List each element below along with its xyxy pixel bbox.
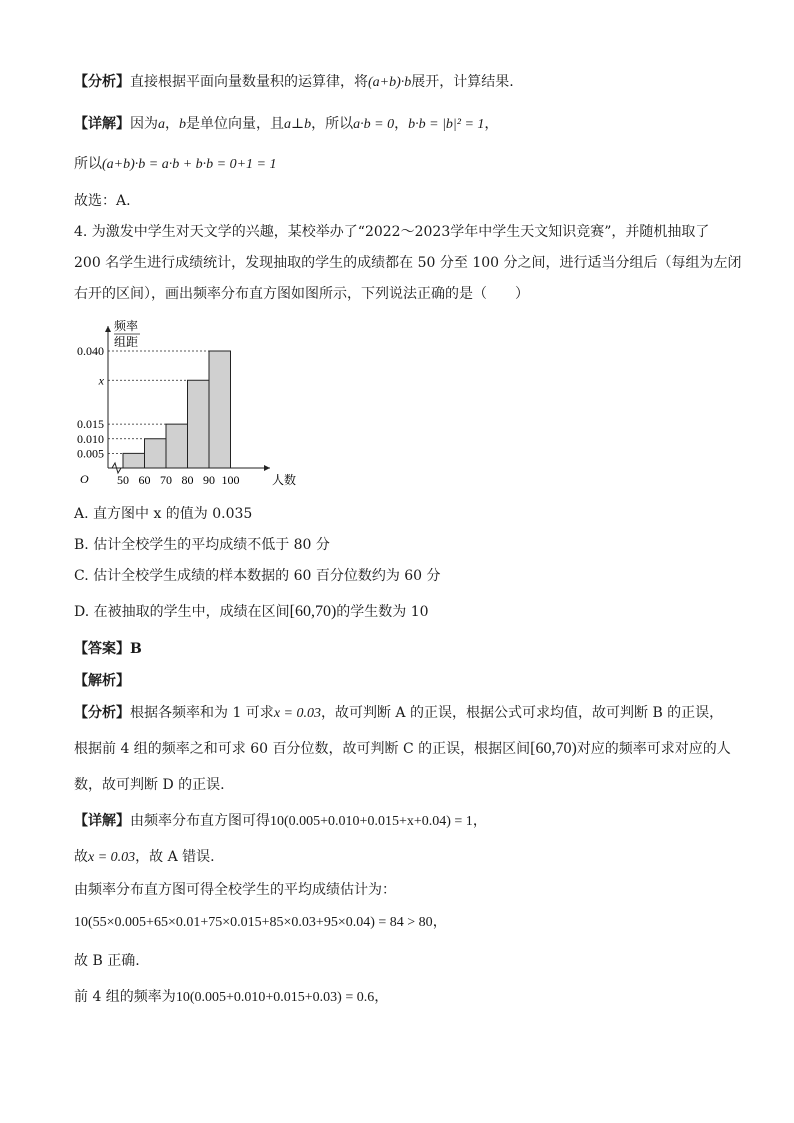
histogram-figure: [70, 318, 297, 497]
q4-stem-1: 4. 为激发中学生对天文学的兴趣，某校举办了“2022～2023学年中学生天文知识竞赛”，并随机抽取了: [74, 224, 710, 240]
x-tick-label: 70: [160, 473, 172, 487]
detail-text-4: ，: [484, 116, 499, 132]
option-d: [74, 602, 429, 622]
option-d-text-end: 的学生数为 10: [336, 604, 429, 620]
x-tick-label: 90: [203, 473, 215, 487]
q3-analysis-line: [74, 72, 514, 93]
analysis-text-end: 展开，计算结果.: [411, 74, 514, 90]
q4-detail-2: [74, 847, 215, 868]
y-tick-label: x: [98, 373, 104, 388]
vector-expression: (a+b)·b: [368, 75, 412, 90]
analysis-text-2: ，故可判断 A 的正误，根据公式可求均值，故可判断 B 的正误，: [320, 705, 724, 721]
q4-detail-4: [74, 912, 447, 933]
expand-expr: (a+b)·b = a·b + b·b = 0+1 = 1: [102, 157, 277, 172]
sum-equation: 10(0.005+0.010+0.015+x+0.04) = 1: [270, 814, 473, 829]
dot-one-expr: b·b = |b|² = 1: [408, 117, 485, 132]
detail-text-3: ，故 A 错误.: [135, 849, 215, 865]
dot-zero-expr: a·b = 0: [353, 117, 395, 132]
detail-tag: 【详解】: [74, 116, 130, 132]
histogram-bar: [209, 351, 231, 468]
x-tick-label: 100: [221, 473, 240, 487]
vector-a: a: [158, 117, 165, 132]
y-label-numerator: 频率: [114, 319, 139, 333]
x-tick-label: 50: [117, 473, 129, 487]
detail-comma: ，: [472, 813, 487, 829]
q4-detail-3: 由频率分布直方图可得全校学生的平均成绩估计为：: [74, 882, 396, 898]
q3-expand-line: [74, 154, 277, 175]
q4-analysis-3: 数，故可判断 D 的正误.: [74, 777, 225, 793]
q3-answer: 故选：A.: [74, 193, 131, 209]
option-c: C. 估计全校学生成绩的样本数据的 60 百分位数约为 60 分: [74, 568, 441, 584]
origin-label: O: [80, 472, 89, 486]
solution-tag: 【解析】: [74, 673, 130, 689]
x-tick-label: 80: [181, 473, 194, 487]
detail-text: 由频率分布直方图可得: [130, 813, 270, 829]
detail-text-4: 前 4 组的频率为: [74, 989, 176, 1005]
detail-comma-2: ，: [432, 914, 447, 930]
x-value-expr: x = 0.03: [273, 706, 321, 721]
x-result: x = 0.03: [88, 850, 136, 865]
analysis-tag: 【分析】: [74, 74, 130, 90]
option-d-interval: [60,70): [289, 603, 337, 620]
detail-comma-3: ，: [374, 989, 389, 1005]
option-d-text: D. 在被抽取的学生中，成绩在区间: [74, 604, 290, 620]
answer-tag: 【答案】B: [74, 641, 142, 657]
option-b: B. 估计全校学生的平均成绩不低于 80 分: [74, 537, 330, 553]
detail-text: 因为: [130, 116, 158, 132]
y-tick-label: 0.005: [77, 446, 104, 461]
y-tick-label: 0.040: [77, 344, 104, 358]
interval-expr: [60,70): [530, 740, 577, 757]
q4-analysis-1: [74, 703, 723, 724]
option-a: A. 直方图中 x 的值为 0.035: [74, 506, 253, 522]
analysis-tag: 【分析】: [74, 705, 130, 721]
analysis-text: 根据各频率和为 1 可求: [130, 705, 274, 721]
histogram-bar: [123, 453, 145, 468]
analysis-text-3: 根据前 4 组的频率之和可求 60 百分位数，故可判断 C 的正误，根据区间: [74, 741, 531, 757]
detail-text-2: 是单位向量，且: [186, 116, 284, 132]
histogram-bar: [145, 439, 167, 468]
y-tick-label: 0.015: [77, 417, 104, 432]
analysis-text-4: 对应的频率可求对应的人: [576, 741, 731, 757]
x-label: 人数: [272, 473, 297, 487]
analysis-text: 直接根据平面向量数量积的运算律，将: [130, 74, 368, 90]
mean-equation: 10(55×0.005+65×0.01+75×0.015+85×0.03+95×0.04) = 84 > 80: [74, 915, 433, 930]
vector-b: b: [179, 117, 186, 132]
histogram: [70, 318, 297, 493]
detail-text-3: ，所以: [311, 116, 354, 132]
histogram-bar: [166, 424, 188, 468]
q4-detail-5: 故 B 正确.: [74, 953, 140, 969]
perp-expr: a⊥b: [284, 117, 312, 132]
q4-detail-1: [74, 811, 487, 832]
q4-detail-6: [74, 987, 388, 1008]
first-four-sum: 10(0.005+0.010+0.015+0.03) = 0.6: [175, 990, 375, 1005]
q3-detail-line: 【详解】因为a，b是单位向量，且a⊥b，所以a·b = 0，b·b = |b|² = 1，: [74, 116, 499, 132]
detail-tag: 【详解】: [74, 813, 130, 829]
q4-stem-2: 200 名学生进行成绩统计，发现抽取的学生的成绩都在 50 分至 100 分之间，进行适当分组后（每组为左闭: [74, 255, 742, 271]
y-tick-label: 0.010: [77, 431, 104, 446]
histogram-bar: [188, 380, 210, 468]
detail-text-2: 故: [74, 849, 88, 865]
y-label-denominator: 组距: [114, 335, 139, 349]
x-tick-label: 60: [138, 473, 151, 487]
so-text: 所以: [74, 156, 102, 172]
q4-analysis-2: [74, 739, 731, 759]
q4-stem-3: 右开的区间），画出频率分布直方图如图所示，下列说法正确的是（ ）: [74, 286, 529, 302]
